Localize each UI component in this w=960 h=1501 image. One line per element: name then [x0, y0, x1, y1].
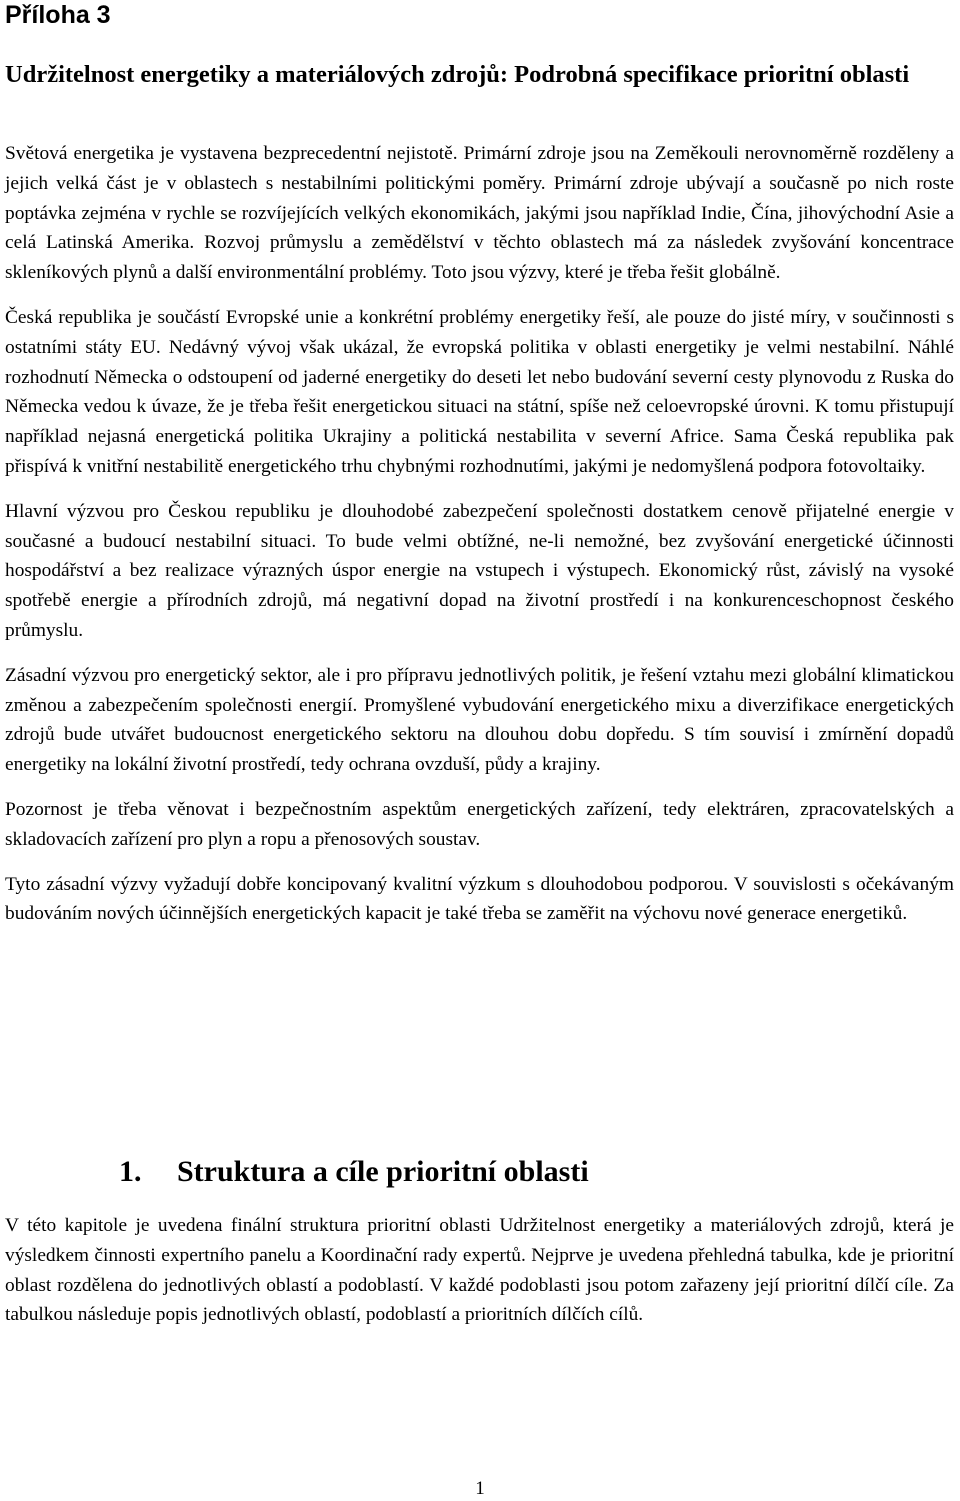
document-title: Udržitelnost energetiky a materiálových zdrojů: Podrobná specifikace prioritní oblasti [5, 61, 910, 88]
section-heading [119, 1152, 589, 1192]
paragraph-czech-eu: Česká republika je součástí Evropské unie a konkrétní problémy energetiky řeší, ale pouze do jisté míry, v součinnosti s ostatními státy EU. Nedávný vývoj však ukázal, že evropská politika v oblasti energetiky je velmi nestabilní. Náhlé rozhodnutí Německa o odstoupení od jaderné energetiky do deseti let nebo budování severní cesty plynovodu z Ruska do Německa vedou k úvaze, že je třeba řešit energetickou situaci na státní, spíše než celoevropské úrovni. K tomu přistupují například nejasná energetická politika Ukrajiny a politická nestabilita v severní Africe. Sama Česká republika pak přispívá k vnitřní nestabilitě energetického trhu chybnými rozhodnutími, jakými je nedomyšlená podpora fotovoltaiky. [5, 306, 954, 477]
section-title: Struktura a cíle prioritní oblasti [177, 1155, 589, 1188]
paragraph-global-energy: Světová energetika je vystavena bezprecedentní nejistotě. Primární zdroje jsou na Zeměkouli nerovnoměrně rozděleny a jejich velká část je v oblastech s nestabilními politickými poměry. Primární zdroje ubývají a současně po nich roste poptávka zejména v rychle se rozvíjejících velkých ekonomikách, jakými jsou například Indie, Čína, jihovýchodní Asie a celá Latinská Amerika. Rozvoj průmyslu a zemědělství v těchto oblastech má za následek zvyšování koncentrace skleníkových plynů a další environmentální problémy. Toto jsou výzvy, které je třeba řešit globálně. [5, 143, 954, 284]
section-text [5, 1211, 954, 1345]
paragraph-structure: V této kapitole je uvedena finální struktura prioritní oblasti Udržitelnost energetiky a materiálových zdrojů, která je výsledkem činnosti expertního panelu a Koordinační rady expertů. Nejprve je uvedena přehledná tabulka, kde je prioritní oblast rozdělena do jednotlivých oblastí a podoblastí. V každé podoblasti jsou potom zařazeny její prioritní dílčí cíle. Za tabulkou následuje popis jednotlivých oblastí, podoblastí a prioritních dílčích cílů. [5, 1215, 954, 1326]
paragraph-security: Pozornost je třeba věnovat i bezpečnostním aspektům energetických zařízení, tedy elektráren, zpracovatelských a skladovacích zařízení pro plyn a ropu a přenosových soustav. [5, 798, 954, 850]
paragraph-energy-sector: Zásadní výzvou pro energetický sektor, ale i pro přípravu jednotlivých politik, je řešení vztahu mezi globální klimatickou změnou a zabezpečením společnosti energií. Promyšlené vybudování energetického mixu a diverzifikace energetických zdrojů bude utvářet budoucnost energetického sektoru na dlouhou dobu dopředu. S tím souvisí i zmírnění dopadů energetiky na lokální životní prostředí, tedy ochrana ovzduší, půdy a krajiny. [5, 664, 954, 776]
paragraph-main-challenge: Hlavní výzvou pro Českou republiku je dlouhodobé zabezpečení společnosti dostatkem cenově přijatelné energie v současné a budoucí nestabilní situaci. To bude velmi obtížné, ne-li nemožné, bez zvyšování energetické účinnosti hospodářství a bez realizace výrazných úspor energie na vstupech i výstupech. Ekonomický růst, závislý na vysoké spotřebě energie a přírodních zdrojů, má negativní dopad na životní prostředí i na konkurenceschopnost českého průmyslu. [5, 500, 954, 641]
page-number: 1 [475, 1478, 485, 1499]
section-number: 1. [119, 1155, 142, 1188]
annex-title: Příloha 3 [5, 1, 111, 29]
body-text [5, 139, 954, 944]
paragraph-research: Tyto zásadní výzvy vyžadují dobře koncipovaný kvalitní výzkum s dlouhodobou podporou. V souvislosti s očekávaným budováním nových účinnějších energetických kapacit je také třeba se zaměřit na výchovu nové generace energetiků. [5, 873, 954, 925]
